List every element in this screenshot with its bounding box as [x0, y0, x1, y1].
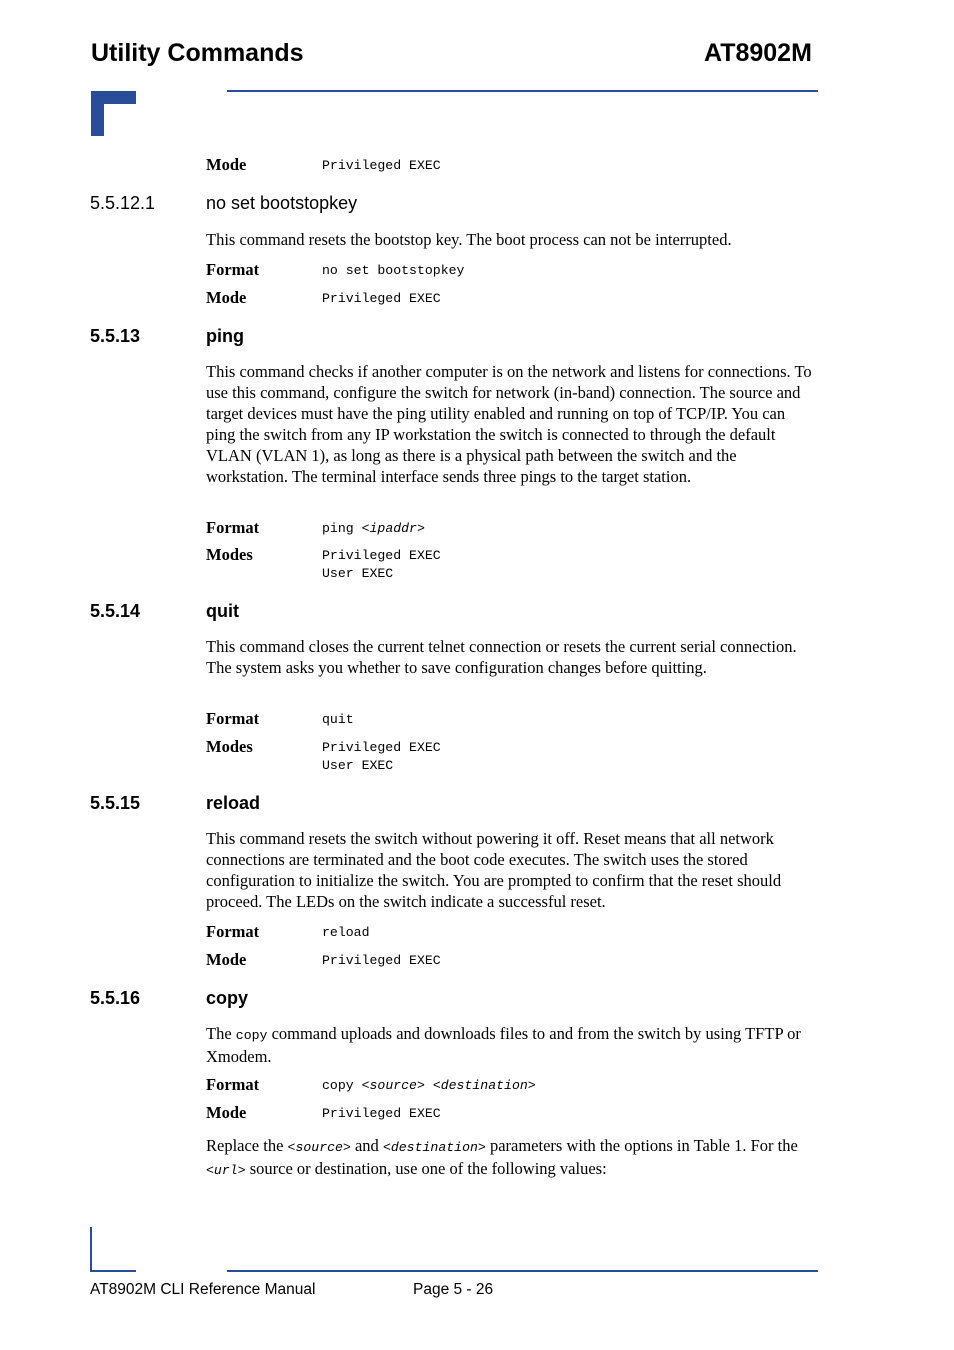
- section-number: 5.5.12.1: [90, 193, 156, 213]
- corner-mark-vertical: [91, 91, 104, 136]
- section-number: 5.5.13: [90, 326, 141, 346]
- modes-value-2: User EXEC: [322, 566, 394, 581]
- format-argument: <ipaddr>: [361, 521, 425, 536]
- format-argument-destination: <destination>: [432, 1078, 536, 1093]
- format-value: reload: [322, 925, 370, 940]
- section-title: ping: [206, 326, 244, 346]
- inline-code: copy: [235, 1028, 268, 1043]
- section-body: This command resets the bootstop key. The boot process can not be interrupted.: [206, 230, 732, 249]
- url-param: <url>: [206, 1163, 246, 1178]
- section-title: copy: [206, 988, 249, 1008]
- format-value: [322, 520, 425, 538]
- format-label: Format: [206, 709, 260, 728]
- replace-text-2: and: [350, 1136, 383, 1155]
- format-space: [425, 1078, 433, 1093]
- footer-rule: [227, 1270, 818, 1272]
- modes-label: Modes: [206, 545, 253, 564]
- mode-label: Mode: [206, 1103, 247, 1122]
- product-title: AT8902M: [704, 39, 812, 67]
- section-title: no set bootstopkey: [206, 193, 358, 213]
- section-number: 5.5.14: [90, 601, 141, 621]
- replace-text-4: source or destination, use one of the following values:: [245, 1159, 607, 1178]
- modes-value-2: User EXEC: [322, 758, 394, 773]
- replace-text-1: Replace the: [206, 1136, 288, 1155]
- mode-label: Mode: [206, 288, 247, 307]
- mode-value: Privileged EXEC: [322, 1106, 441, 1121]
- section-number: 5.5.16: [90, 988, 141, 1008]
- source-param: <source>: [287, 1140, 351, 1155]
- mode-value: Privileged EXEC: [322, 953, 441, 968]
- mode-value: Privileged EXEC: [322, 291, 441, 306]
- chapter-title: Utility Commands: [91, 39, 304, 67]
- mode-value: Privileged EXEC: [322, 158, 441, 173]
- section-title: quit: [206, 601, 239, 621]
- replace-paragraph: [206, 1135, 818, 1181]
- modes-label: Modes: [206, 737, 253, 756]
- modes-value-1: Privileged EXEC: [322, 548, 441, 563]
- section-body: [206, 1023, 818, 1067]
- section-title: reload: [206, 793, 261, 813]
- format-label: Format: [206, 260, 260, 279]
- header-rule: [227, 90, 818, 92]
- modes-value-1: Privileged EXEC: [322, 740, 441, 755]
- footer-corner-horizontal: [90, 1270, 136, 1272]
- format-value: [322, 1077, 536, 1095]
- format-argument-source: <source>: [361, 1078, 425, 1093]
- body-text-start: The: [206, 1024, 236, 1043]
- format-label: Format: [206, 922, 260, 941]
- format-label: Format: [206, 518, 260, 537]
- format-value: quit: [322, 712, 354, 727]
- footer-corner-vertical: [90, 1227, 92, 1272]
- section-body: This command closes the current telnet connection or resets the current serial connection. The system asks you whether to save configuration changes before quitting.: [206, 637, 797, 677]
- section-body: This command resets the switch without powering it off. Reset means that all network connections are terminated and the boot code executes. The switch uses the stored configuration to initialize the switch. You are prompted to confirm that the reset should proceed. The LEDs on the switch indicate a successful reset.: [206, 829, 782, 911]
- replace-text-3: parameters with the options in Table 1. For the: [485, 1136, 798, 1155]
- body-text-end: command uploads and downloads files to and from the switch by using TFTP or Xmodem.: [206, 1024, 801, 1066]
- section-number: 5.5.15: [90, 793, 141, 813]
- section-body: This command checks if another computer is on the network and listens for connections. To use this command, configure the switch for network (in-band) connection. The source and target devices must have the ping utility enabled and running on top of TCP/IP. You can ping the switch from any IP workstation the switch is connected to through the default VLAN (VLAN 1), as long as there is a physical path between the switch and the workstation. The terminal interface sends three pings to the target station.: [206, 362, 812, 486]
- mode-label: Mode: [206, 950, 247, 969]
- footer-manual-title: AT8902M CLI Reference Manual: [90, 1281, 316, 1298]
- footer-page-number: Page 5 - 26: [413, 1281, 494, 1298]
- destination-param: <destination>: [382, 1140, 486, 1155]
- format-command: ping: [322, 521, 362, 536]
- format-command: copy: [322, 1078, 362, 1093]
- format-label: Format: [206, 1075, 260, 1094]
- format-value: no set bootstopkey: [322, 263, 465, 278]
- mode-label: Mode: [206, 155, 247, 174]
